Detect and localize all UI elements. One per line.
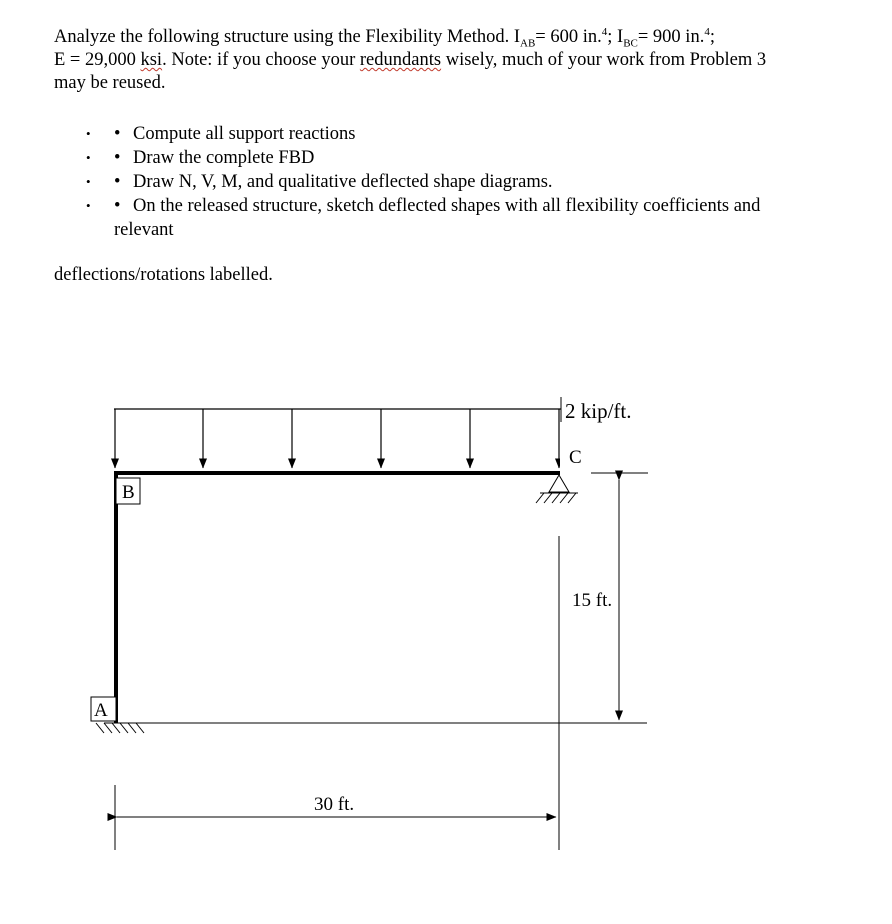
outer-bullet: • — [86, 198, 91, 213]
task-text: Compute all support reactions — [133, 124, 356, 144]
inner-bullet: • — [114, 172, 121, 192]
redundants-word: redundants — [359, 50, 442, 70]
outer-bullet: • — [86, 174, 91, 189]
closing-text: deflections/rotations labelled. — [54, 265, 273, 285]
point-label-b: B — [122, 482, 135, 503]
height-label: 15 ft. — [572, 590, 613, 611]
outer-bullet: • — [86, 126, 91, 141]
load-label: 2 kip/ft. — [565, 399, 632, 423]
distributed-load — [114, 409, 561, 468]
problem-line2: E = 29,000 ksi. Note: if you choose your redundants wisely, much of your work from Problem 3 — [54, 50, 767, 70]
inner-bullet: • — [114, 148, 121, 168]
span-label: 30 ft. — [314, 794, 355, 815]
dimension-lines — [115, 473, 648, 850]
inner-bullet: • — [114, 124, 121, 144]
point-label-c: C — [569, 447, 582, 468]
problem-line1: Analyze the following structure using the Flexibility Method. $I_{AB}= 600$ in.$^4$; $I_{BC}= 900$ in.$^4$; — [54, 25, 715, 50]
task-wrap-text: relevant — [114, 220, 174, 240]
point-label-a: A — [94, 700, 108, 721]
task-text: On the released structure, sketch deflected shapes with all flexibility coefficients and — [133, 196, 761, 216]
pin-support — [536, 475, 578, 503]
fixed-support — [96, 723, 150, 733]
task-text: Draw the complete FBD — [133, 148, 315, 168]
outer-bullet: • — [86, 150, 91, 165]
task-text: Draw N, V, M, and qualitative deflected shape diagrams. — [133, 172, 553, 192]
ksi-word: ksi — [140, 50, 163, 70]
problem-line3: may be reused. — [54, 73, 166, 93]
inner-bullet: • — [114, 196, 121, 216]
